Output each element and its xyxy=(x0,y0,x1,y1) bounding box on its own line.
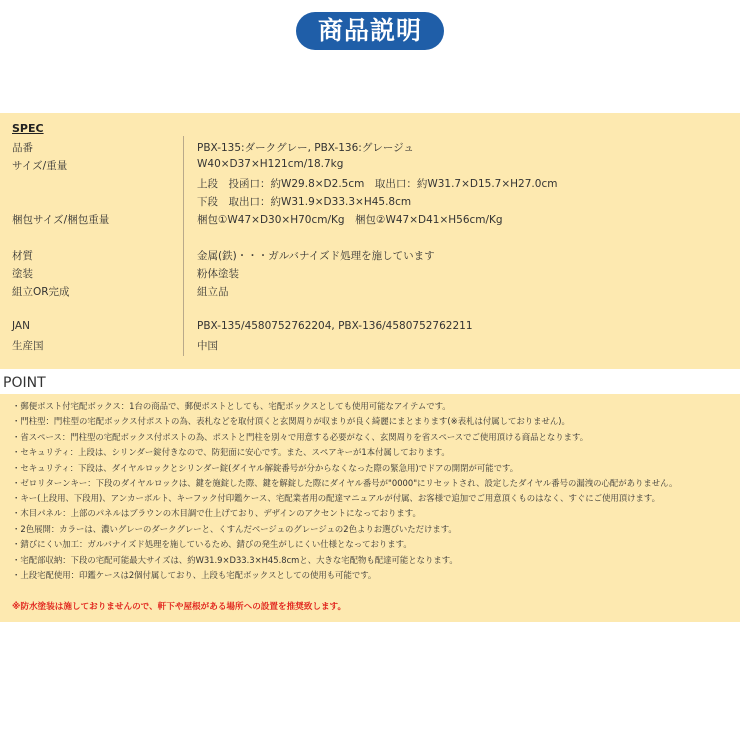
point-item: ・セキュリティ：上段は、シリンダー錠付きなので、防犯面に安心です。また、スペアキーが1本付属しております。 xyxy=(12,447,450,457)
spec-value-upper: 上段 投函口：約W29.8×D2.5cm 取出口：約W31.7×D15.7×H27.0cm xyxy=(197,178,558,190)
spec-divider xyxy=(183,136,184,356)
spec-label-material: 材質 xyxy=(12,250,33,262)
point-item: ・省スペース：門柱型の宅配ボックス付ポストの為、ポストと門柱を別々で用意する必要がなく、玄関周りを省スペースでご使用頂ける商品となります。 xyxy=(12,432,589,442)
spec-value-package: 梱包①W47×D30×H70cm/Kg 梱包②W47×D41×H56cm/Kg xyxy=(197,214,503,226)
point-heading: POINT xyxy=(3,375,46,391)
point-item: ・門柱型：門柱型の宅配ボックス付ポストの為、表札などを取付頂くと玄関周りが収まりが良く綺麗にまとまります(※表札は付属しておりません)。 xyxy=(12,416,570,426)
spec-value-coating: 粉体塗装 xyxy=(197,268,239,280)
point-item: ・キー(上段用、下段用)、アンカーボルト、キーフック付印鑑ケース、宅配業者用の配達マニュアルが付属、お客様で追加でご用意頂くものはなく、すぐにご使用頂けます。 xyxy=(12,493,660,503)
point-item: ・錆びにくい加工：ガルバナイズド処理を施しているため、錆びの発生がしにくい仕様となっております。 xyxy=(12,539,412,549)
point-item: ・宅配部収納：下段の宅配可能最大サイズは、約W31.9×D33.3×H45.8cmと、大きな宅配物も配達可能となります。 xyxy=(12,555,458,565)
spec-heading: SPEC xyxy=(12,122,44,135)
spec-value-jan: PBX-135/4580752762204, PBX-136/4580752762211 xyxy=(197,320,473,332)
point-item: ・郵便ポスト付宅配ボックス：1台の商品で、郵便ポストとしても、宅配ボックスとしても使用可能なアイテムです。 xyxy=(12,401,451,411)
point-item: ・2色展開：カラーは、濃いグレーのダークグレーと、くすんだベージュのグレージュの2色よりお選びいただけます。 xyxy=(12,524,457,534)
spec-value-size: W40×D37×H121cm/18.7kg xyxy=(197,158,344,170)
spec-label-model: 品番 xyxy=(12,142,33,154)
spec-label-size: サイズ/重量 xyxy=(12,160,68,172)
waterproof-warning: ※防水塗装は施しておりませんので、軒下や屋根がある場所への設置を推奨致します。 xyxy=(12,602,347,612)
spec-value-material: 金属(鉄)・・・ガルバナイズド処理を施しています xyxy=(197,250,435,262)
spec-value-origin: 中国 xyxy=(197,340,218,352)
section-title-badge: 商品説明 xyxy=(296,12,444,50)
spec-value-assembly: 組立品 xyxy=(197,286,229,298)
spec-label-jan: JAN xyxy=(12,320,30,332)
spec-value-lower: 下段 取出口：約W31.9×D33.3×H45.8cm xyxy=(197,196,412,208)
point-item: ・上段宅配使用：印鑑ケースは2個付属しており、上段も宅配ボックスとしての使用も可能です。 xyxy=(12,570,377,580)
spec-label-coating: 塗装 xyxy=(12,268,33,280)
point-item: ・ゼロリターンキー：下段のダイヤルロックは、鍵を施錠した際、鍵を解錠した際にダイヤル番号が"0000"にリセットされ、設定したダイヤル番号の漏洩の心配がありません。 xyxy=(12,478,678,488)
spec-label-origin: 生産国 xyxy=(12,340,44,352)
point-item: ・セキュリティ：下段は、ダイヤルロックとシリンダー錠(ダイヤル解錠番号が分からなくなった際の緊急用)でドアの開閉が可能です。 xyxy=(12,463,519,473)
spec-value-model: PBX-135:ダークグレー, PBX-136:グレージュ xyxy=(197,142,414,154)
spec-label-package: 梱包サイズ/梱包重量 xyxy=(12,214,110,226)
point-item: ・木目パネル：上部のパネルはブラウンの木目調で仕上げており、デザインのアクセントになっております。 xyxy=(12,508,421,518)
spec-label-assembly: 組立OR完成 xyxy=(12,286,70,298)
